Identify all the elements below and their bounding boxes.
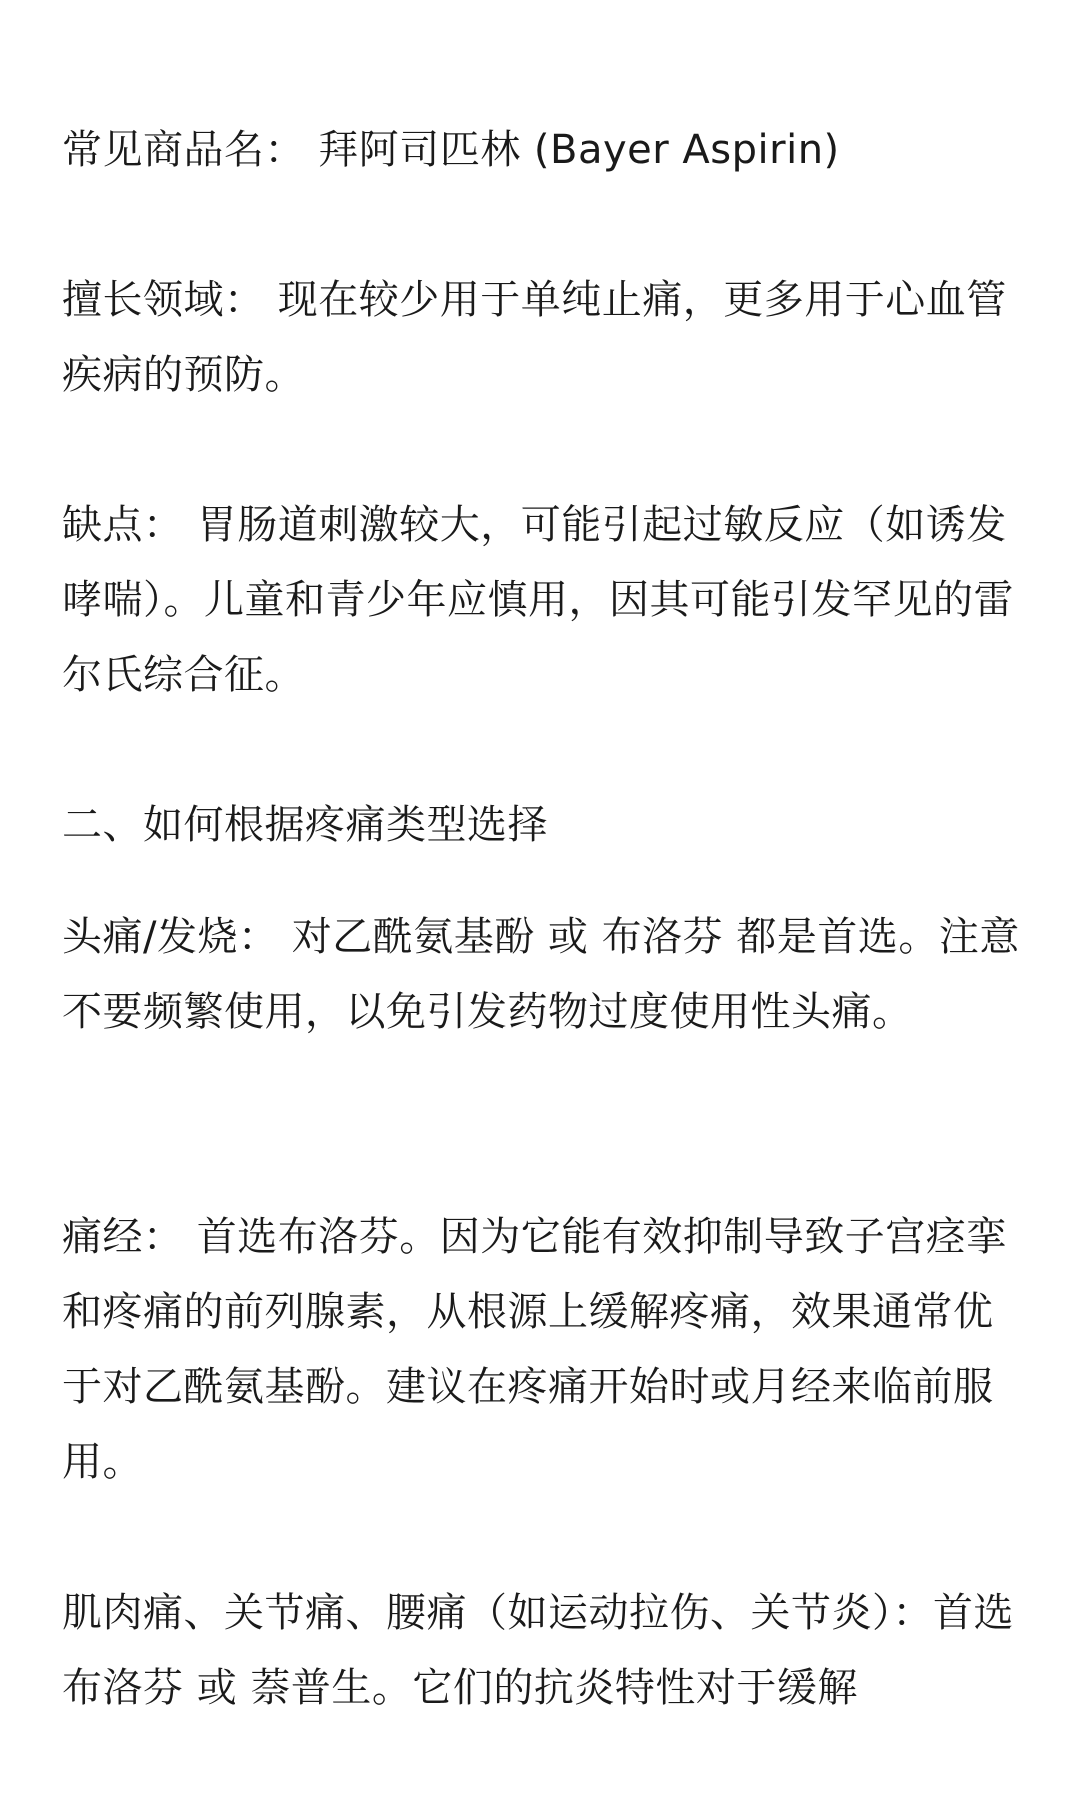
headache-fever-paragraph: 头痛/发烧： 对乙酰氨基酚 或 布洛芬 都是首选。注意不要频繁使用，以免引发药物过度使用性头痛。 [62,914,1020,1035]
menstrual-pain-paragraph: 痛经： 首选布洛芬。因为它能有效抑制导致子宫痉挛和疼痛的前列腺素，从根源上缓解疼痛，效果通常优于对乙酰氨基酚。建议在疼痛开始时或月经来临前服用。 [62,1214,1007,1485]
section-heading: 二、如何根据疼痛类型选择 [62,802,548,848]
trade-name-paragraph: 常见商品名： 拜阿司匹林 (Bayer Aspirin) [62,127,840,173]
muscle-joint-pain-paragraph: 肌肉痛、关节痛、腰痛（如运动拉伤、关节炎）：首选布洛芬 或 萘普生。它们的抗炎特性对于缓解 [62,1590,1014,1711]
indication-paragraph: 擅长领域： 现在较少用于单纯止痛，更多用于心血管疾病的预防。 [62,277,1007,398]
drawbacks-paragraph: 缺点： 胃肠道刺激较大，可能引起过敏反应（如诱发哮喘）。儿童和青少年应慎用，因其可能引发罕见的雷尔氏综合征。 [62,502,1014,698]
